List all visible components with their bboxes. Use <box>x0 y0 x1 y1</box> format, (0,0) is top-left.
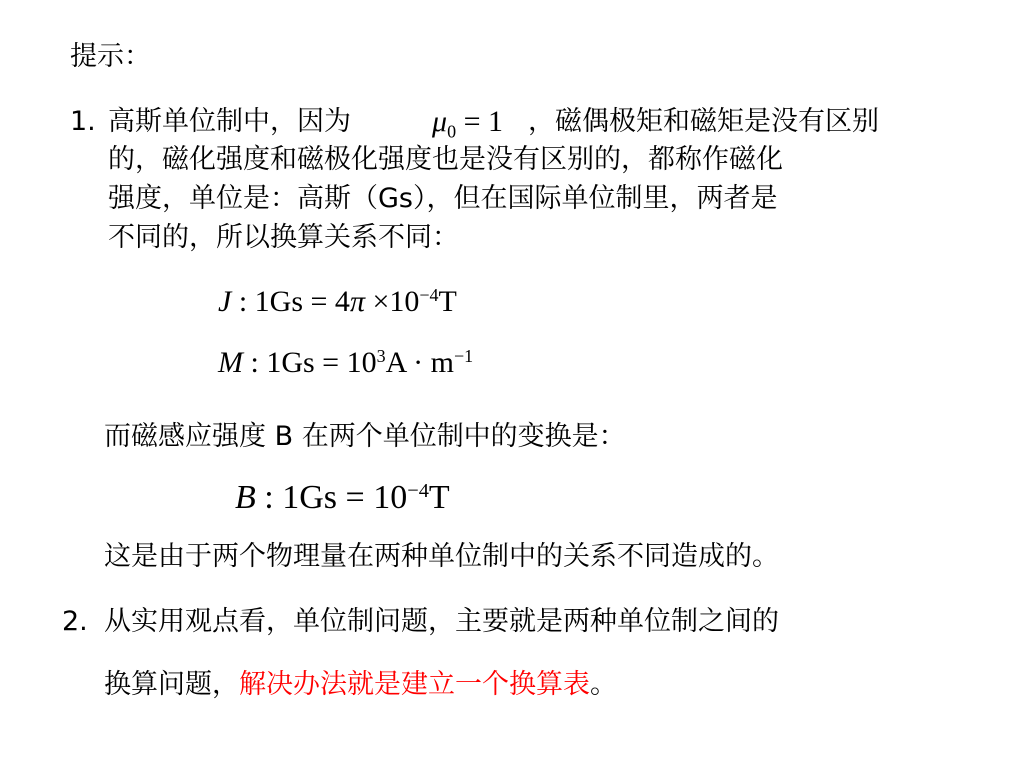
eq-b-lhs: 1Gs = 10 <box>282 479 408 516</box>
mu-rhs: = 1 <box>463 105 503 138</box>
eq-m-exp: 3 <box>376 346 386 367</box>
item-1-number: 1. <box>70 106 96 137</box>
eq-m-unit: A · m <box>385 346 454 379</box>
item-1-line-4: 不同的，所以换算关系不同： <box>108 222 459 253</box>
b-field-intro: 而磁感应强度 B 在两个单位制中的变换是： <box>104 421 626 452</box>
eq-m-lhs: 1Gs = 10 <box>266 346 377 379</box>
item-2-line-2-after: 。 <box>590 669 617 700</box>
mu-symbol: μ <box>432 105 448 138</box>
eq-j-pi: π <box>349 285 365 318</box>
hint-title: 提示： <box>70 41 151 72</box>
eq-j-unit: T <box>438 285 457 318</box>
mu-subscript: 0 <box>447 121 457 142</box>
eq-j-lhs: 1Gs = 4 <box>254 285 350 318</box>
eq-j-exp: −4 <box>419 285 439 306</box>
eq-b-unit: T <box>428 479 450 516</box>
eq-m-sep: : <box>243 346 267 379</box>
equation-m <box>218 343 473 383</box>
eq-m-var: M <box>218 346 243 379</box>
eq-j-times: ×10 <box>364 285 420 318</box>
item-2-line-2-before: 换算问题， <box>104 669 239 700</box>
item-1-line-3: 强度，单位是：高斯（Gs），但在国际单位制里，两者是 <box>108 183 778 214</box>
eq-j-sep: : <box>231 285 255 318</box>
highlight-text: 解决办法就是建立一个换算表 <box>239 669 590 700</box>
equation-b <box>235 478 450 518</box>
eq-m-unit-exp: −1 <box>453 346 474 367</box>
item-2-line-1: 从实用观点看，单位制问题，主要就是两种单位制之间的 <box>104 606 779 637</box>
eq-j-var: J <box>218 285 232 318</box>
conclusion-text: 这是由于两个物理量在两种单位制中的关系不同造成的。 <box>104 541 779 572</box>
eq-b-sep: : <box>255 479 283 516</box>
equation-j <box>218 282 457 322</box>
eq-b-var: B <box>235 479 256 516</box>
item-1-line-1-after: ，磁偶极矩和磁矩是没有区别 <box>528 106 879 137</box>
item-2-number: 2. <box>62 606 88 637</box>
item-2-line-2 <box>104 668 617 701</box>
mu-zero-equation <box>432 102 503 142</box>
item-1-line-2: 的，磁化强度和磁极化强度也是没有区别的，都称作磁化 <box>108 144 783 175</box>
item-1-line-1-before: 高斯单位制中，因为 <box>108 106 351 137</box>
eq-b-exp: −4 <box>407 479 429 502</box>
